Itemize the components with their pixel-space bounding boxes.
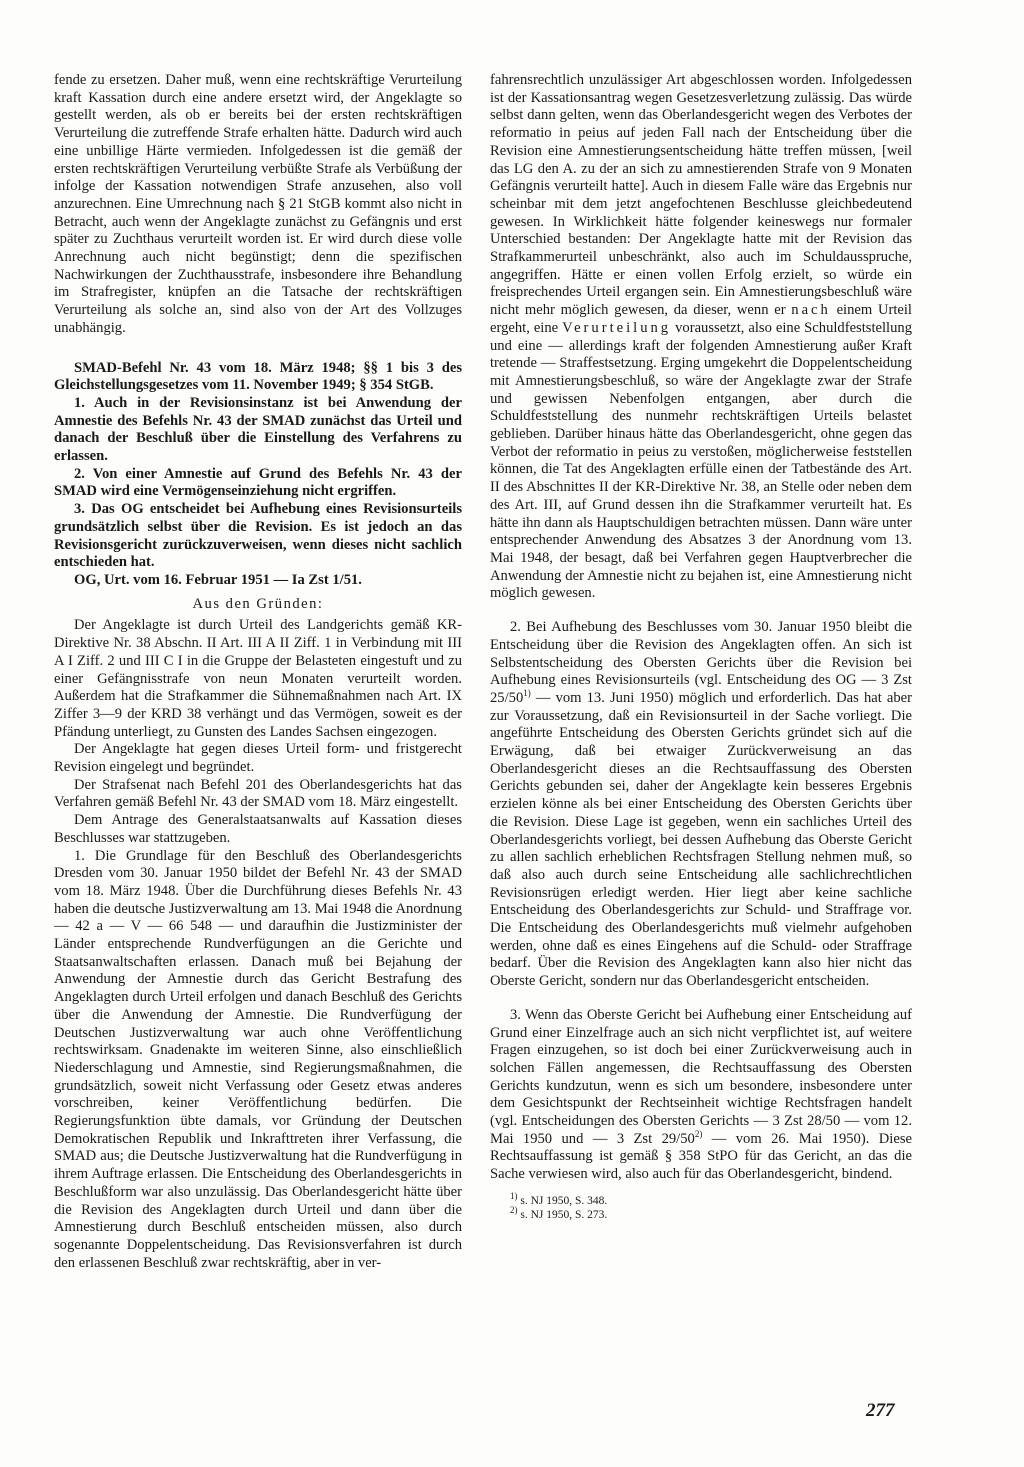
footnotes [490,1191,912,1222]
footnote-marker: 2) [694,1128,703,1139]
paragraph-continued [490,72,912,603]
paragraph-continued: fende zu ersetzen. Daher muß, wenn eine rechtskräftige Verurteilung kraft Kassation durch eine andere ersetzt wird, der Angeklagte so gestellt werden, als ob er bereits bei der ersten rechtskräftigen Verurteilung die zutreffende Strafe erhalten hätte. Dadurch wird auch eine unbillige Härte vermieden. Infolgedessen ist die gemäß der ersten rechtskräftigen Verurteilung verbüßte Strafe als Verbüßung der infolge der Kassation notwendigen Strafe anzusehen, also voll anzurechnen. Eine Umrechnung nach § 21 StGB kommt also nicht in Betracht, auch wenn der Angeklagte zunächst zu Gefängnis und erst später zu Zuchthaus verurteilt worden ist. Er wird durch diese volle Anrechnung auch nicht begünstigt; denn die spezifischen Nachwirkungen der Zuchthausstrafe, insbesondere ihre Behandlung im Strafregister, knüpfen an die Tatsache der rechtskräftigen Verurteilung als solche an, sind also von der Art des Vollzuges unabhängig. [54,72,462,336]
headnote [54,360,462,590]
footnote-2 [510,1205,912,1222]
spaced-emphasis: Verurteilung [562,319,672,336]
headnote-point-1: 1. Auch in der Revisionsinstanz ist bei Anwendung der Amnestie des Befehls Nr. 43 der SMAD zunächst das Urteil und danach der Beschluß über die Einstellung des Verfahrens zu erlassen. [54,394,462,465]
right-column [490,72,912,1222]
paragraph: 1. Die Grundlage für den Beschluß des Oberlandesgerichts Dresden vom 30. Januar 1950 bildet der Befehl Nr. 43 der SMAD vom 18. März 1948. Über die Durchführung dieses Befehls Nr. 43 haben die deutsche Justizverwaltung am 13. Mai 1948 die Anordnung — 42 a — V — 66 548 — und daraufhin die Justizminister der Länder entsprechende Rundverfügungen an die Gerichte und Staatsanwaltschaften erlassen. Danach muß bei Bejahung der Anwendung der Amnestie durch das Gericht Bestrafung des Angeklagten durch Urteil erfolgen und danach Beschluß des Gerichts über die Anwendung der Amnestie. Die Rundverfügung der Deutschen Justizverwaltung war auch ohne Veröffentlichung rechtswirksam. Gnadenakte im weiteren Sinne, also einschließlich Niederschlagung und Amnestie, sind Regierungsmaßnahmen, die grundsätzlich, soweit nicht Verfassung oder Gesetz etwas anderes vorschreiben, keiner Veröffentlichung bedürfen. Die Regierungsfunktion übte damals, vor Gründung der Deutschen Demokratischen Republik und Inkrafttreten ihrer Verfassung, die SMAD aus; die Deutsche Justizverwaltung hat die Rundverfügung in ihrem Auftrage erlassen. Die Entscheidung des Oberlandesgerichts in Beschlußform war also unzulässig. Das Oberlandesgericht hätte über die Revision des Angeklagten durch Urteil und dann über die Amnestierung durch Beschluß entscheiden müssen, also durch sogenannte Doppelentscheidung. Das Revisionsverfahren ist durch den erlassenen Beschluß zwar rechtskräftig, aber in ver- [54,847,462,1271]
headnote-citation: SMAD-Befehl Nr. 43 vom 18. März 1948; §§ 1 bis 3 des Gleichstellungsgesetzes vom 11. November 1949; § 354 StGB. [54,359,462,394]
footnote-1 [510,1191,912,1208]
decision-reference: OG, Urt. vom 16. Februar 1951 — Ia Zst 1/51. [74,571,362,588]
paragraph: Dem Antrage des Generalstaatsanwalts auf Kassation dieses Beschlusses war stattzugeben. [54,812,462,846]
footnote-marker: 1) [523,688,531,699]
text-run: — vom 13. Juni 1950) möglich und erforderlich. Das hat aber zur Voraussetzung, daß ein Revisionsurteil in der Sache vorliegt. Die angeführte Entscheidung des Obersten Gerichts gründet sich auf die Erwägung, daß bei etwaiger Zurückverweisung an das Oberlandesgericht dieses an die Rechtsauffassung des Obersten Gerichts gebunden sei, daher der Angeklagte kein besseres Ergebnis erzielen könne als bei einer Entscheidung des Obersten Gerichts über die Revision. Diese Lage ist gegeben, wenn ein sachliches Urteil des Oberlandesgerichts vorliegt, bei dessen Aufhebung das Oberste Gericht zu allen sachlich erheblichen Rechtsfragen Stellung nehmen muß, so daß also auch durch seine Entscheidung alle sachlichrechtlichen Revisionsrügen erledigt werden. Hier liegt aber keine sachliche Entscheidung des Oberlandesgerichts zur Schuld- und Straffrage vor. Die Entscheidung des Oberlandesgerichts muß vielmehr aufgehoben werden, ohne daß es eines Eingehens auf die Schuld- oder Straffrage bedarf. Über die Revision des Angeklagten kann also hier nicht das Oberste Gericht, sondern nur das Oberlandesgericht entscheiden. [490,689,912,990]
footnote-text: s. NJ 1950, S. 273. [520,1208,608,1221]
headnote-point-3: 3. Das OG entscheidet bei Aufhebung eines Revisionsurteils grundsätzlich selbst über die Revision. Es ist jedoch an das Revisionsgericht zurückzuverweisen, wenn dieses nicht sachlich entschieden hat. [54,501,462,571]
text-run: fahrensrechtlich unzulässiger Art abgeschlossen worden. Infolgedessen ist der Kassationsantrag wegen Gesetzesverletzung zulässig. Das würde selbst dann gelten, wenn das Oberlandesgericht wegen des Verbotes der reformatio in peius auf jeden Fall nach der Entscheidung über die Revision eine Amnestierungsentscheidung hätte treffen müssen, [weil das LG den A. zu der an sich zu amnestierenden Strafe von 9 Monaten Gefängnis verurteilt hatte]. Auch in diesem Falle wäre das Ergebnis nur scheinbar mit dem jetzt angefochtenen Beschlusse gleichbedeutend gewesen. In Wirklichkeit hätte folgender keineswegs nur formaler Unterschied bestanden: Der Angeklagte hatte mit der Revision das Strafkammerurteil unbeschränkt, also auch im Schuldausspruche, angegriffen. Hätte er einen vollen Erfolg erzielt, so würde ein freisprechendes Urteil ergangen sein. Ein Amnestierungsbeschluß wäre nicht mehr möglich gewesen, da dieser, wenn er [490,72,912,319]
text-run: voraussetzt, also eine Schuldfeststellung und eine — allerdings kraft der folgenden Amnestierung außer Kraft tretende — Straffestsetzung. Erging umgekehrt die Doppelentscheidung mit Amnestierungsbeschluß, so wäre der Angeklagte zwar der Strafe und gewissen Nebenfolgen entgangen, aber durch die Schuldfeststellung des nunmehr rechtskräftigen Urteils belastet geblieben. Darüber hinaus hätte das Oberlandesgericht, ohne gegen das Verbot der reformatio in peius zu verstoßen, möglicherweise feststellen können, die Tat des Angeklagten erfülle einen der Tatbestände des Art. II des Abschnittes II der KR-Direktive Nr. 38, an Stelle oder neben dem des Art. III, auf Grund dessen ihn die Strafkammer verurteilt hat. Es hätte ihn dann als Hauptschuldigen betrachten müssen. Dann wäre unter entsprechender Anwendung des Absatzes 3 der Anordnung vom 13. Mai 1948, der besagt, daß bei Verfahren gegen Hauptverbrecher die Anwendung der Amnestie nicht zu bejahen ist, eine Amnestierung nicht möglich gewesen. [490,319,913,602]
section-heading: Aus den Gründen: [192,595,324,612]
paragraph [490,1007,912,1184]
paragraph [490,619,912,991]
footnote-number: 2) [510,1205,518,1216]
spaced-emphasis: nach [791,302,831,319]
footnote-text: s. NJ 1950, S. 348. [520,1194,608,1207]
paragraph: Der Angeklagte hat gegen dieses Urteil form- und fristgerecht Revision eingelegt und begründet. [54,741,462,776]
text-run: 2. Bei Aufhebung des Beschlusses vom 30. Januar 1950 bleibt die Entscheidung über die Revision des Angeklagten offen. An sich ist Selbstentscheidung des Obersten Gerichts über die Revision bei Aufhebung eines Revisionsurteils (vgl. Entscheidung des OG — 3 Zst 25/50 [490,619,912,706]
page-number: 277 [866,1400,895,1421]
text-run: einem Urteil ergeht, eine [490,302,912,336]
footnote-number: 1) [510,1191,518,1202]
paragraph: Der Strafsenat nach Befehl 201 des Oberlandesgerichts hat das Verfahren gemäß Befehl Nr. 43 der SMAD vom 18. März eingestellt. [54,776,462,811]
left-column [54,72,462,1272]
text-run: — vom 26. Mai 1950). Diese Rechtsauffassung ist gemäß § 358 StPO für das Gericht, an das die Sache verwiesen wird, also auch für das Oberlandesgericht, bindend. [490,1130,912,1183]
headnote-point-2: 2. Von einer Amnestie auf Grund des Befehls Nr. 43 der SMAD wird eine Vermögenseinziehung nicht ergriffen. [54,465,462,500]
paragraph: Der Angeklagte ist durch Urteil des Landgerichts gemäß KR-Direktive Nr. 38 Abschn. II Art. III A II Ziff. 1 in Verbindung mit III A I Ziff. 2 und III C I in die Gruppe der Belasteten eingestuft und zu einer Gefängnisstrafe von neun Monaten verurteilt worden. Außerdem hat die Strafkammer die Sühnemaßnahmen nach Art. IX Ziffer 3—9 der KRD 38 verhängt und das Vermögen, soweit es der Pfändung unterliegt, zu Gunsten des Landes Sachsen eingezogen. [54,617,462,740]
text-run: 3. Wenn das Oberste Gericht bei Aufhebung einer Entscheidung auf Grund einer Einzelfrage auch an sich nicht verpflichtet ist, auf weitere Fragen einzugehen, so ist doch bei einer Zurückverweisung auch in solchen Fällen angemessen, die Rechtsauffassung des Obersten Gerichts kundzutun, wenn es sich um besondere, insbesondere unter dem Gesichtspunkt der Rechtseinheit wichtige Rechtsfragen handelt (vgl. Entscheidungen des Obersten Gerichts — 3 Zst 28/50 — vom 12. Mai 1950 und — 3 Zst 29/50 [490,1006,912,1147]
